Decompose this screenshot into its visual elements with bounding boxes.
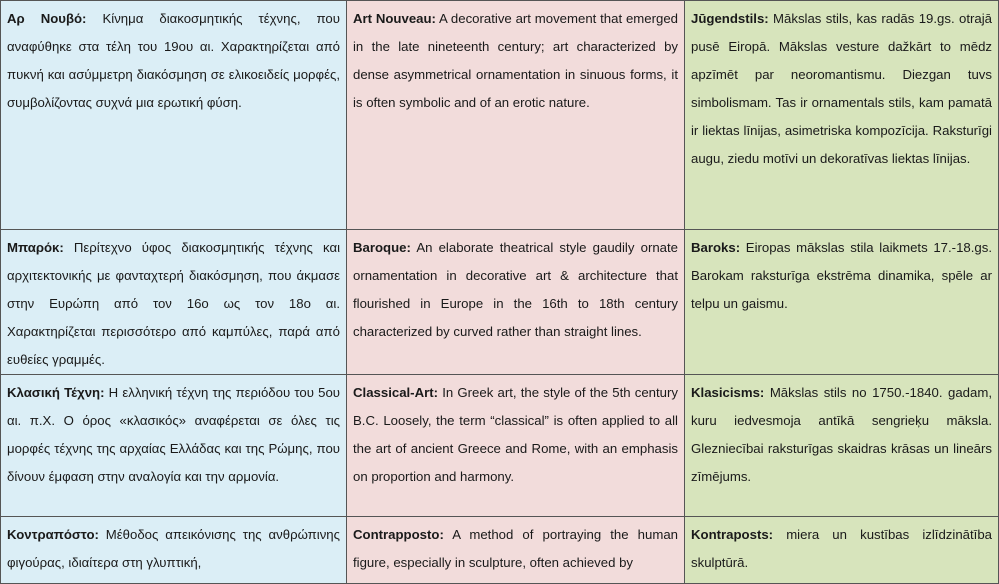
definition-text: Mākslas stils no 1750.-1840. gadam, kuru iedvesmoja antīkā sengrieķu māksla. Glezniecībai raksturīgas skaidras krāsas un lineārs zīmējums. [691, 385, 992, 484]
english-cell [347, 1, 685, 230]
greek-cell [1, 230, 347, 375]
definition-text: A decorative art movement that emerged in the late nineteenth century; art characterized by dense asymmetrical ornamentation in sinuous forms, it is often symbolic and of an erotic nature. [353, 11, 679, 110]
term-label: Contrapposto: [353, 527, 444, 542]
definition-text: Eiropas mākslas stila laikmets 17.-18.gs. Barokam raksturīga ekstrēma dinamika, spēle ar telpu un gaismu. [691, 240, 992, 311]
latvian-cell [685, 517, 999, 584]
greek-cell [1, 517, 347, 584]
latvian-cell [685, 1, 999, 230]
greek-cell [1, 375, 347, 517]
definition-text: An elaborate theatrical style gaudily ornate ornamentation in decorative art & architecture that flourished in Europe in the 16th to 18th century characterized by curved rather than straight lines. [353, 240, 678, 339]
english-cell [347, 375, 685, 517]
table-row [1, 375, 999, 517]
greek-cell [1, 1, 347, 230]
term-label: Baroque: [353, 240, 411, 255]
table-row [1, 230, 999, 375]
definition-text: In Greek art, the style of the 5th century B.C. Loosely, the term “classical” is often applied to all the art of ancient Greece and Rome, with an emphasis on proportion and harmony. [353, 385, 678, 484]
definition-text: Μέθοδος απεικόνισης της ανθρώπινης φιγούρας, ιδιαίτερα στη γλυπτική, [7, 527, 340, 570]
term-label: Κλασική Τέχνη: [7, 385, 105, 400]
definition-text: Mākslas stils, kas radās 19.gs. otrajā pusē Eiropā. Mākslas vesture dažkārt to mēdz apzīmēt par neoromantismu. Diezgan tuvs simbolismam. Tas ir ornamentals stils, kam pamatā ir liektas līnijas, asimetriska kompozīcija. Raksturīgi augu, ziedu motīvi un dekoratīvas liektas līnijas. [691, 11, 992, 166]
term-label: Baroks: [691, 240, 741, 255]
definition-text: Κίνημα διακοσμητικής τέχνης, που αναφύθηκε στα τέλη του 19ου αι. Χαρακτηρίζεται από πυκνή και ασύμμετρη διακόσμηση σε ελικοειδείς μορφές, συμβολίζοντας συχνά μια ερωτική φύση. [7, 11, 340, 110]
term-label: Αρ Νουβό: [7, 11, 87, 26]
latvian-cell [685, 230, 999, 375]
english-cell [347, 230, 685, 375]
table-row [1, 517, 999, 584]
definition-text: Περίτεχνο ύφος διακοσμητικής τέχνης και αρχιτεκτονικής με φανταχτερή διακόσμηση, που άκμασε στην Ευρώπη από τον 16ο ως τον 18ο αι. Χαρακτηρίζεται περισσότερο από καμπύλες, παρά από ευθείες γραμμές. [7, 240, 340, 367]
definition-text: Η ελληνική τέχνη της περιόδου του 5ου αι. π.Χ. Ο όρος «κλασικός» αναφέρεται σε όλες τις μορφές τέχνης της αρχαίας Ελλάδας και της Ρώμης, που δίνουν έμφαση στην αναλογία και την αρμονία. [7, 385, 340, 484]
term-label: Kontraposts: [691, 527, 774, 542]
term-label: Art Nouveau: [353, 11, 436, 26]
english-cell [347, 517, 685, 584]
term-label: Μπαρόκ: [7, 240, 64, 255]
term-label: Classical-Art: [353, 385, 439, 400]
term-label: Klasicisms: [691, 385, 765, 400]
table-row [1, 1, 999, 230]
latvian-cell [685, 375, 999, 517]
definition-text: miera un kustības izlīdzinātība skulptūrā. [691, 527, 992, 570]
term-label: Κοντραπόστο: [7, 527, 99, 542]
definition-text: A method of portraying the human figure, especially in sculpture, often achieved by [353, 527, 678, 570]
term-label: Jūgendstils: [691, 11, 769, 26]
